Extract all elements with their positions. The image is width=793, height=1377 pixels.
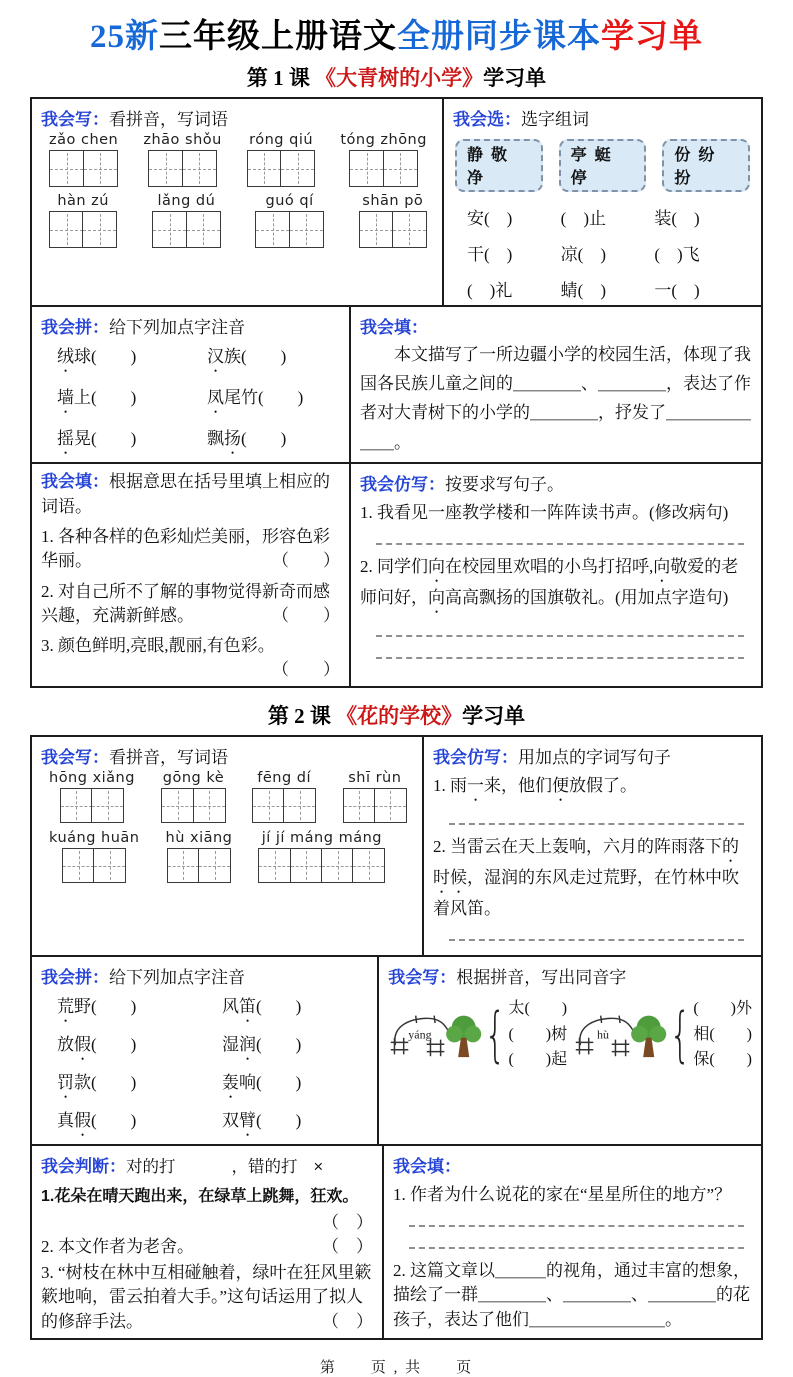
l1-choose-box (442, 99, 761, 305)
writing-grid (49, 848, 140, 883)
lesson1-row1 (32, 99, 761, 305)
homophone-option: 太( ) (508, 1000, 568, 1018)
pinyin-word-group (49, 132, 118, 187)
l2-fill-header: 我会填： (393, 1157, 461, 1177)
annotate-word: 风笛( ) (222, 997, 302, 1017)
lesson1-book-title: 《大青树的小学》 (315, 66, 484, 90)
annotate-word: 放假( ) (57, 1035, 137, 1055)
l2-fangxie-header: 我会仿写： (433, 748, 518, 768)
l2-homo-header: 我会写： (388, 968, 457, 988)
pinyin-word-group (340, 132, 427, 187)
annotate-word: 飘扬( ) (207, 429, 287, 448)
item-text: 对自己所不了解的事物觉得新奇而感兴趣，充满新鲜感。 (41, 581, 330, 625)
item-number: 3. (41, 635, 54, 655)
choose-blank: 安( ) (467, 209, 513, 228)
judge-item (41, 1261, 373, 1333)
pinyin-word-group (255, 193, 323, 248)
pinyin-word-group (161, 770, 225, 823)
choose-blank: 一( ) (654, 281, 700, 300)
pinyin-word-group (247, 132, 315, 187)
summary-fill-text: 本文描写了一所边疆小学的校园生活，体现了我国各民族儿童之间的＿＿＿＿、＿＿＿＿，表达了作者对大青树下的小学的＿＿＿＿，抒发了＿＿＿＿＿＿＿。 (360, 345, 751, 452)
lesson1-row2 (32, 305, 761, 462)
l1-pin-instruction: 给下列加点字注音 (109, 318, 245, 337)
pinyin-word-group (49, 830, 140, 883)
item-number: 2. (393, 1261, 406, 1281)
answer-paren: （ ） (322, 1311, 373, 1331)
homophone-option: ( )起 (508, 1051, 568, 1069)
writing-grid (161, 788, 225, 823)
l2-sentence-box (422, 737, 761, 955)
meaning-item (41, 580, 340, 628)
pinyin-word-group (252, 770, 316, 823)
answer-line (449, 929, 744, 941)
pinyin-label: zǎo chen (49, 132, 119, 148)
answer-line (376, 647, 744, 659)
character-chip: 亭 蜓 停 (559, 139, 647, 192)
lesson1-title (0, 62, 793, 92)
pinyin-label: kuáng huān (49, 830, 140, 847)
pinyin-label: hōng xiǎng (49, 770, 135, 787)
answer-paren: （ ） (322, 1213, 373, 1233)
writing-grid (255, 211, 323, 248)
writing-grid (143, 150, 221, 187)
pinyin-label: zhāo shǒu (143, 132, 222, 148)
lesson1-title-suffix: 学习单 (483, 66, 547, 90)
item-text: “树枝在林中互相碰触着，绿叶在狂风里簌簌地响，雷云拍着大手。”这句话运用了拟人的修辞手法。 (41, 1263, 372, 1331)
annotate-word: 墙上( ) (57, 388, 137, 407)
judge-instruction-1: 对的打 (126, 1158, 176, 1177)
lesson2-title (0, 700, 793, 730)
lesson2-book-title: 《花的学校》 (336, 704, 463, 729)
brace-glyph: { (484, 999, 506, 1070)
item-text: 颜色鲜明,亮眼,靓丽,有色彩。 (58, 635, 275, 655)
annotate-word: 汉族( ) (207, 347, 287, 366)
item-number: 2. (41, 581, 54, 601)
item-number: 1. (433, 776, 446, 796)
l1-sentence-box (349, 464, 761, 686)
l2-pinyin-box (32, 957, 377, 1144)
judge-instruction-2: ，错的打 (231, 1158, 298, 1177)
writing-grid (247, 150, 315, 187)
pinyin-label: jí jí máng máng (261, 830, 382, 847)
l1-fill-header: 我会填： (360, 318, 428, 337)
l1-fill-summary-box (349, 307, 761, 462)
pinyin-label: róng qiú (249, 132, 314, 148)
writing-grid (340, 150, 427, 187)
annotate-word: 双臂( ) (222, 1111, 302, 1131)
answer-line (409, 1237, 744, 1249)
pinyin-word-group (359, 193, 427, 248)
l1-meaning-fill-box (32, 464, 349, 686)
homophone-options (693, 996, 752, 1073)
pinyin-label: guó qí (265, 193, 314, 209)
l1-meaning-header: 我会填： (41, 472, 109, 491)
choose-blank: 装( ) (654, 209, 700, 228)
title-part-1: 25新 (90, 19, 159, 55)
item-number: 2. (360, 557, 373, 577)
meaning-item (41, 634, 340, 682)
answer-line (376, 625, 744, 637)
pinyin-label: shān pō (362, 193, 424, 209)
annotate-word: 荒野( ) (57, 997, 137, 1017)
annotate-word: 罚款( ) (57, 1073, 137, 1093)
item-number: 3. (41, 1263, 54, 1283)
choose-blank: ( )飞 (654, 245, 700, 264)
tree-fence-illustration (388, 1007, 484, 1063)
choose-blank: 干( ) (467, 245, 513, 264)
item-text: 这篇文章以＿＿＿的视角，通过丰富的想象，描绘了一群＿＿＿＿、＿＿＿＿、＿＿＿＿的花孩子，表达了他们＿＿＿＿＿＿＿＿。 (393, 1261, 750, 1329)
tree-fence-illustration (573, 1007, 669, 1063)
homophone-pinyin: hù (597, 1027, 610, 1042)
homophone-groups (388, 996, 752, 1073)
item-text: 各种各样的色彩灿烂美丽，形容色彩华丽。 (41, 527, 330, 571)
writing-grid (359, 211, 427, 248)
answer-paren: （ ） (272, 659, 340, 679)
lesson2-title-suffix: 学习单 (462, 704, 526, 729)
fill-item (393, 1259, 752, 1331)
answer-line (409, 1215, 744, 1227)
pinyin-label: lǎng dú (157, 193, 216, 209)
l1-write-header: 我会写： (41, 110, 109, 129)
fill-item (393, 1183, 752, 1207)
l2-homophone-box (377, 957, 761, 1144)
annotate-word: 轰响( ) (222, 1073, 302, 1093)
item-text-dotted: 雨一来，他们便放假了。 (450, 776, 637, 796)
item-text-dotted: 同学们向在校园里欢唱的小鸟打招呼,向敬爱的老师问好，向高高飘扬的国旗敬礼。(用加点字造句) (360, 557, 739, 608)
annotate-word: 摇晃( ) (57, 429, 137, 448)
annotate-word: 湿润( ) (222, 1035, 302, 1055)
item-number: 2. (433, 837, 446, 857)
pinyin-word-row (41, 191, 433, 248)
pinyin-word-group (343, 770, 407, 823)
pinyin-word-group (49, 193, 117, 248)
item-text: 我看见一座教学楼和一阵阵读书声。(修改病句) (377, 503, 729, 522)
sentence-item (433, 835, 752, 921)
pinyin-word-group (49, 770, 135, 823)
pinyin-word-row (41, 828, 413, 883)
title-part-3: 全册同步课本 (397, 19, 601, 55)
l2-judge-box (32, 1146, 382, 1338)
l1-write-instruction: 看拼音，写词语 (109, 110, 228, 129)
page-title (0, 10, 793, 57)
character-chip: 静 敬 净 (455, 139, 543, 192)
homophone-option: ( )树 (508, 1025, 568, 1043)
homophone-group (573, 996, 752, 1073)
character-chip: 份 纷 扮 (662, 139, 750, 192)
title-part-4: 学习单 (601, 19, 703, 55)
annotate-word-list (41, 338, 340, 458)
l1-meaning-instruction: 根据意思在括号里填上相应的词语。 (41, 472, 330, 516)
pinyin-word-row (41, 768, 413, 823)
sentence-item (360, 555, 752, 617)
page-footer: 第 页 , 共 页 (319, 1359, 474, 1376)
answer-paren: （ ） (322, 1237, 373, 1257)
lesson2-row3 (32, 1144, 761, 1338)
annotate-word: 凤尾竹( ) (207, 388, 304, 407)
cross-mark: × (313, 1158, 324, 1177)
answer-paren: （ ） (272, 551, 340, 571)
judge-item: 1.花朵在晴天跑出来，在绿草上跳舞，狂欢。 (41, 1188, 359, 1206)
l2-pin-header: 我会拼： (41, 968, 109, 988)
pinyin-word-group (258, 830, 385, 883)
pinyin-label: fēng dí (257, 770, 312, 787)
pinyin-label: hù xiāng (165, 830, 233, 847)
choose-blank: 凉( ) (560, 245, 606, 264)
answer-line (449, 813, 744, 825)
lesson2-row2 (32, 955, 761, 1144)
writing-grid (49, 788, 135, 823)
title-part-2: 三年级上册语文 (159, 19, 397, 55)
pinyin-word-group (152, 193, 220, 248)
l1-choose-header: 我会选： (453, 110, 521, 129)
item-text: 作者为什么说花的家在“星星所住的地方”？ (410, 1185, 732, 1205)
character-chips (455, 139, 750, 192)
annotate-word: 绒球( ) (57, 347, 137, 366)
homophone-group (388, 996, 567, 1073)
l2-judge-header: 我会判断： (41, 1157, 126, 1177)
item-number: 1. (393, 1185, 406, 1205)
l2-write-box (32, 737, 422, 955)
choose-blank: 蜻( ) (560, 281, 606, 300)
pinyin-word-row (41, 130, 433, 187)
answer-line (376, 533, 744, 545)
item-text-dotted: 当雷云在天上轰响，六月的阵雨落下的时候，湿润的东风走过荒野，在竹林中吹着风笛。 (433, 837, 739, 919)
writing-grid (252, 788, 316, 823)
homophone-options (508, 996, 567, 1073)
annotate-word: 真假( ) (57, 1111, 137, 1131)
l2-write-instruction: 看拼音，写词语 (109, 748, 228, 768)
item-number: 1. (41, 527, 54, 547)
l2-fill-box (382, 1146, 761, 1338)
choose-blank: ( )礼 (467, 281, 513, 300)
pinyin-word-group (143, 132, 221, 187)
item-number: 1. (360, 503, 373, 522)
writing-grid (49, 150, 118, 187)
homophone-option: ( )外 (693, 1000, 752, 1018)
choose-blank: ( )止 (560, 209, 606, 228)
l2-write-header: 我会写： (41, 748, 109, 768)
l1-fangxie-instruction: 按要求写句子。 (445, 475, 564, 494)
pinyin-word-group (166, 830, 233, 883)
meaning-item (41, 525, 340, 573)
pinyin-label: gōng kè (162, 770, 225, 787)
judge-item (41, 1235, 373, 1259)
sentence-item (360, 501, 752, 525)
choose-word-grid (453, 202, 752, 301)
l1-choose-instruction: 选字组词 (521, 110, 589, 129)
l2-pin-instruction: 给下列加点字注音 (109, 968, 245, 988)
brace-glyph: { (669, 999, 691, 1070)
l2-homo-instruction: 根据拼音，写出同音字 (456, 968, 627, 988)
l1-pinyin-box (32, 307, 349, 462)
sentence-item (433, 774, 752, 805)
lesson1-number: 第 1 课 (246, 66, 310, 90)
l1-fangxie-header: 我会仿写： (360, 475, 445, 494)
homophone-option: 保( ) (693, 1051, 752, 1069)
homophone-pinyin: yáng (408, 1027, 432, 1042)
answer-paren: （ ） (272, 605, 340, 625)
lesson1-table (30, 97, 763, 688)
pinyin-label: hàn zú (57, 193, 109, 209)
lesson2-row1 (32, 737, 761, 955)
pinyin-label: tóng zhōng (340, 132, 427, 148)
l2-fangxie-instruction: 用加点的字词写句子 (518, 748, 671, 768)
writing-grid (343, 788, 407, 823)
homophone-option: 相( ) (693, 1025, 752, 1043)
writing-grid (166, 848, 233, 883)
annotate-word-list (41, 988, 368, 1140)
writing-grid (258, 848, 385, 883)
writing-grid (49, 211, 117, 248)
lesson2-number: 第 2 课 (267, 704, 331, 729)
l1-pin-header: 我会拼： (41, 318, 109, 337)
item-text: 本文作者为老舍。 (58, 1237, 194, 1257)
lesson2-table (30, 735, 763, 1340)
l1-write-box (32, 99, 442, 305)
writing-grid (152, 211, 220, 248)
pinyin-label: shī rùn (348, 770, 402, 787)
lesson1-row3 (32, 462, 761, 686)
item-number: 2. (41, 1237, 54, 1257)
